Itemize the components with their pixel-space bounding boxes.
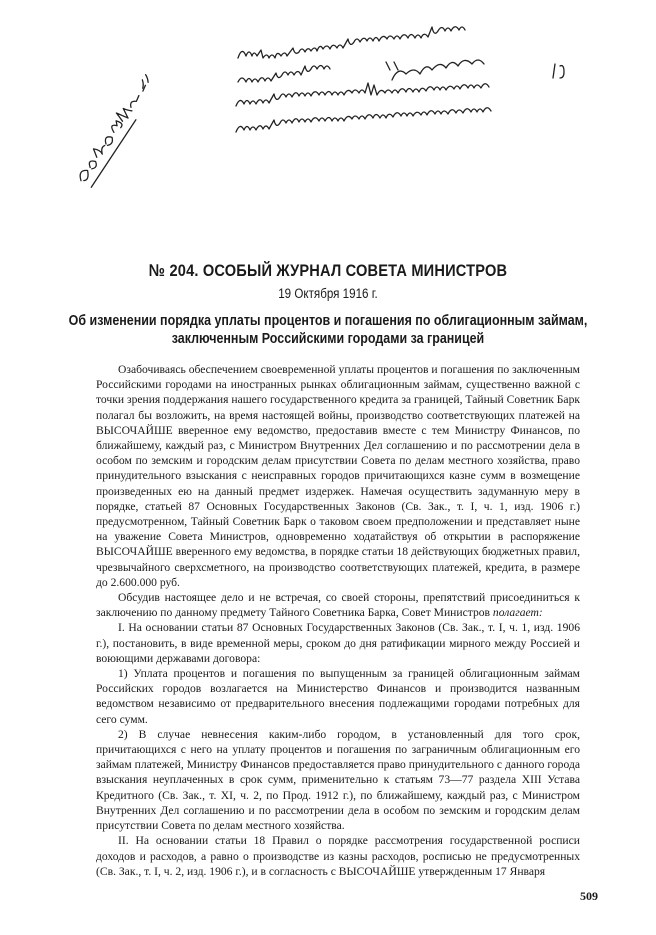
paragraph-4: 1) Уплата процентов и погашения по выпущенным за границей облигационным займам Российских городов возлагается на Министерство Финансов и производится названным ведомством независимо от предварительного внесения подлежащими городами потребных для сего сумм. (96, 667, 580, 726)
subject-line-2: заключенным Российскими городами за границей (171, 331, 485, 347)
paragraph-1: Озабочиваясь обеспечением своевременной уплаты процентов и погашения по заключенным Российскими городами на иностранных рынках облигационным займам, существенно важной с точки зрения поддержания нашего государственного кредита за границей, Тайный Советник Барк полагал бы возложить, на время настоящей войны, производство соответствующих платежей на ВЫСОЧАЙШЕ вверенное ему ведомство, предоставив вместе с тем Министру Финансов, по ближайшему, каждый раз, с Министром Внутренних Дел соглашению и по рассмотрении дела в особом по земским и городским делам присутствии Совета по делам местного хозяйства, право принудительного взыскания с неисправных городов причитающихся казне сумм в возмещение произведенных ею на данный предмет издержек. Намечая осуществить задуманную меру в порядке, статьей 87 Основных Государственных Законов (Св. Зак., т. I, ч. 1, изд. 1906 г.) предусмотренном, Тайный Советник Барк о таковом своем предположении и представляет ныне на уважение Совета Министров, одновременно ходатайствуя об открытии в распоряжение ВЫСОЧАЙШЕ вверенного ему ведомства, в порядке статьи 18 действующих бюджетных правил, чрезвычайного сверхсметного, на производство соответствующих платежей, кредита, в размере до 2.600.000 руб. (96, 363, 580, 589)
subject-line-1: Об изменении порядка уплаты процентов и погашения по облигационным займам, (68, 313, 588, 329)
handwritten-annotation (0, 0, 656, 200)
document-date: 19 Октября 1916 г. (278, 286, 378, 301)
document-title: № 204. ОСОБЫЙ ЖУРНАЛ СОВЕТА МИНИСТРОВ (148, 261, 508, 280)
paragraph-3: I. На основании статьи 87 Основных Государственных Законов (Св. Зак., т. I, ч. 1, изд. 1906 г.), постановить, в виде временной меры, сроком до дня ратификации мирного между Россией и воюющими державами договора: (96, 621, 580, 665)
page-number: 509 (580, 889, 598, 903)
margin-resolution-scribble (64, 75, 172, 189)
handwritten-note-lines (236, 27, 564, 132)
paragraph-2-emphasis: полагает: (492, 606, 543, 620)
paragraph-2-text: Обсудив настоящее дело и не встречая, со своей стороны, препятствий присоединиться к заключению по данному предмету Тайного Советника Барка, Совет Министров (96, 591, 580, 620)
paragraph-2 (96, 590, 580, 620)
document-body (96, 362, 580, 879)
paragraph-5: 2) В случае невнесения каким-либо городом, в установленный для того срок, причитающихся с него на уплату процентов и погашения по заграничным облигационным его займам платежей, Министру Финансов предоставляется право принудительного с данного города взыскания неуплаченных в срок сумм, применительно к статьям 73—77 раздела XIII Устава Кредитного (Св. Зак., т. XI, ч. 2, по Прод. 1912 г.), по ближайшему, каждый раз, с Министром Внутренних Дел соглашению и по рассмотрении дела в особом по земским и городским делам присутствии Совета по делам местного хозяйства. (96, 727, 580, 833)
document-subject (46, 312, 610, 348)
paragraph-6: II. На основании статьи 18 Правил о порядке рассмотрения государственной росписи доходов и расходов, а равно о производстве из казны расходов, росписью не предусмотренных (Св. Зак., т. I, ч. 2, изд. 1906 г.), и в согласность с ВЫСОЧАЙШЕ утвержденным 17 Января (96, 834, 580, 878)
